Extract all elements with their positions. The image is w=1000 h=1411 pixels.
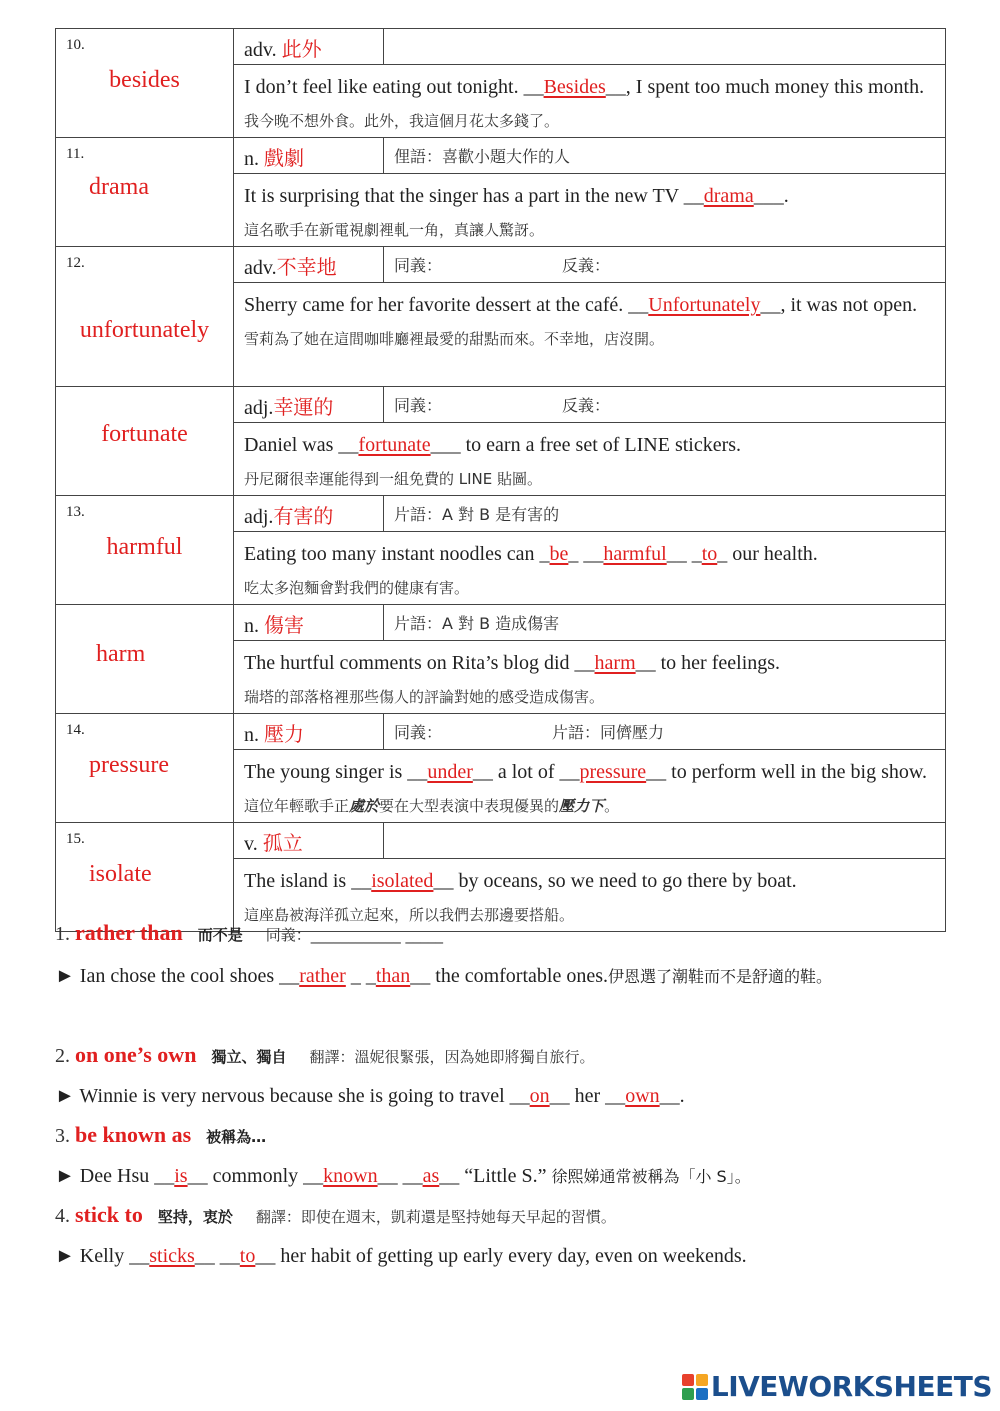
part-of-speech	[234, 823, 384, 859]
vocabulary-table	[55, 28, 946, 932]
logo-text: LIVEWORKSHEETS	[710, 1370, 992, 1403]
sentence-text: __ her __	[549, 1085, 626, 1107]
sentence-text: __.	[659, 1085, 685, 1107]
sentence-text: Winnie is very nervous because she is going to travel __	[74, 1085, 530, 1107]
sentence-text: The hurtful comments on Rita’s blog did __	[244, 652, 595, 674]
phrase-meaning: 堅持，衷於	[157, 1208, 233, 1226]
sentence-text: ___ to earn a free set of LINE stickers.	[430, 434, 742, 456]
sentence-text: Kelly __	[74, 1245, 150, 1267]
word-cell	[56, 29, 234, 138]
pos-label: n.	[244, 148, 259, 170]
phrase-example	[55, 1156, 935, 1197]
sentence-text: __, it was not open.	[760, 294, 918, 316]
entry-number: 12.	[66, 255, 85, 271]
chinese-meaning: 有害的	[273, 504, 334, 528]
sentence-text: ___.	[753, 185, 789, 207]
logo-square	[696, 1374, 708, 1386]
liveworksheets-logo[interactable]	[682, 1370, 992, 1403]
answer-blank[interactable]: as	[422, 1165, 440, 1187]
part-of-speech	[234, 247, 384, 283]
sentence-text: The young singer is __	[244, 761, 428, 783]
phrase-meaning: 獨立、獨自	[211, 1048, 287, 1066]
phrase-meaning: 被稱為…	[206, 1128, 267, 1146]
sentence-text: __ the comfortable ones.	[410, 965, 608, 987]
sentence-text: Ian chose the cool shoes __	[74, 965, 300, 987]
translation-emphasis: 壓力下	[559, 797, 605, 815]
chinese-meaning: 幸運的	[273, 395, 334, 419]
example-cell	[234, 283, 946, 387]
sentence-text: Daniel was __	[244, 434, 359, 456]
answer-blank[interactable]: fortunate	[358, 434, 431, 456]
example-cell	[234, 174, 946, 247]
synonym-label: 同義：	[394, 256, 443, 275]
answer-blank[interactable]: harmful	[603, 543, 667, 565]
sentence-text: __ _	[666, 543, 702, 565]
vocab-word: harm	[96, 641, 146, 667]
pos-label: adv.	[244, 39, 277, 61]
vocab-word: besides	[109, 67, 180, 93]
answer-blank[interactable]: Besides	[543, 76, 606, 98]
arrow-icon: ►	[55, 965, 75, 987]
sentence-text: _ _	[345, 965, 376, 987]
arrow-icon: ►	[55, 1245, 75, 1267]
phrase-example	[55, 1076, 935, 1116]
phrase-heading	[55, 1122, 266, 1148]
part-of-speech	[234, 138, 384, 174]
note-cell	[384, 714, 946, 750]
phrase-number: 3.	[55, 1125, 70, 1147]
logo-square	[696, 1388, 708, 1400]
phrase-heading	[55, 1202, 616, 1228]
arrow-icon: ►	[55, 1165, 75, 1187]
translation: 我今晚不想外食。此外，我這個月花太多錢了。	[244, 112, 560, 130]
chinese-meaning: 壓力	[264, 722, 304, 746]
sentence-text: __ a lot of __	[472, 761, 580, 783]
answer-blank[interactable]: own	[625, 1085, 660, 1107]
synonym-label: 同義：	[394, 723, 443, 742]
note-cell	[384, 29, 946, 65]
answer-blank[interactable]: pressure	[579, 761, 647, 783]
phrase-label: 片語：同儕壓力	[552, 723, 665, 742]
translation: 瑞塔的部落格裡那些傷人的評論對她的感受造成傷害。	[244, 688, 605, 706]
entry-number: 10.	[66, 37, 85, 53]
translation	[244, 797, 619, 815]
entry-number: 11.	[66, 146, 85, 162]
vocab-word: drama	[89, 174, 149, 200]
sentence-text: __ __	[377, 1165, 423, 1187]
answer-blank[interactable]: to	[239, 1245, 256, 1267]
note-cell: 片語：A 對 B 是有害的	[384, 496, 946, 532]
phrase-meaning: 而不是	[197, 926, 243, 944]
sentence-text: __ to perform well in the big show.	[646, 761, 928, 783]
entry-number: 15.	[66, 831, 85, 847]
sentence-text: __ commonly __	[187, 1165, 324, 1187]
logo-square	[682, 1374, 694, 1386]
antonym-label: 反義：	[562, 396, 611, 415]
phrase-heading	[55, 1042, 594, 1068]
phrase-extra: 翻譯：即使在週末，凱莉還是堅持她每天早起的習慣。	[255, 1208, 616, 1226]
logo-square	[682, 1388, 694, 1400]
phrase-title: on one’s own	[75, 1042, 197, 1067]
antonym-label: 反義：	[562, 256, 611, 275]
part-of-speech	[234, 387, 384, 423]
example-cell	[234, 532, 946, 605]
translation-part: 要在大型表演中表現優異的	[379, 797, 560, 815]
translation-part: 。	[604, 797, 620, 815]
word-cell	[56, 823, 234, 932]
word-cell	[56, 714, 234, 823]
answer-blank[interactable]: sticks	[149, 1245, 195, 1267]
phrase-example	[55, 956, 935, 997]
phrase-heading	[55, 920, 443, 946]
phrase-extra: 同義：____________ _____	[265, 926, 444, 944]
translation: 伊恩選了潮鞋而不是舒適的鞋。	[607, 967, 832, 986]
pos-label: n.	[244, 724, 259, 746]
answer-blank[interactable]: than	[375, 965, 411, 987]
sentence-text: It is surprising that the singer has a part in the new TV __	[244, 185, 704, 207]
sentence-text: _ our health.	[717, 543, 818, 565]
phrase-example	[55, 1236, 935, 1276]
answer-blank[interactable]: be	[549, 543, 569, 565]
translation-emphasis: 處於	[349, 797, 380, 815]
sentence-text: __ __	[194, 1245, 240, 1267]
phrase-number: 2.	[55, 1045, 70, 1067]
vocab-word: harmful	[106, 534, 183, 560]
note-cell	[384, 823, 946, 859]
part-of-speech	[234, 605, 384, 641]
part-of-speech	[234, 714, 384, 750]
sentence-text: Sherry came for her favorite dessert at the café. __	[244, 294, 649, 316]
example-cell	[234, 65, 946, 138]
answer-blank[interactable]: to	[701, 543, 718, 565]
entry-number: 13.	[66, 504, 85, 520]
translation: 雪莉為了她在這間咖啡廳裡最愛的甜點而來。不幸地，店沒開。	[244, 330, 665, 348]
chinese-meaning: 傷害	[264, 613, 304, 637]
phrase-number: 1.	[55, 923, 70, 945]
answer-blank[interactable]: isolated	[371, 870, 434, 892]
translation: 吃太多泡麵會對我們的健康有害。	[244, 579, 470, 597]
answer-blank[interactable]: harm	[594, 652, 636, 674]
answer-blank[interactable]: is	[174, 1165, 188, 1187]
part-of-speech	[234, 496, 384, 532]
sentence-text: Eating too many instant noodles can _	[244, 543, 550, 565]
chinese-meaning: 孤立	[262, 831, 303, 855]
answer-blank[interactable]: drama	[703, 185, 754, 207]
translation: 丹尼爾很幸運能得到一組免費的 LINE 貼圖。	[244, 470, 543, 488]
logo-mark-icon	[682, 1374, 708, 1400]
word-cell	[56, 247, 234, 387]
phrase-extra: 翻譯：溫妮很緊張，因為她即將獨自旅行。	[309, 1048, 595, 1066]
translation: 徐熙娣通常被稱為「小 S」。	[551, 1167, 751, 1186]
note-cell: 片語：A 對 B 造成傷害	[384, 605, 946, 641]
entry-number: 14.	[66, 722, 85, 738]
sentence-text: __ her habit of getting up early every day, even on weekends.	[255, 1245, 747, 1267]
phrase-title: be known as	[75, 1122, 192, 1147]
part-of-speech	[234, 29, 384, 65]
pos-label: adj.	[244, 506, 274, 528]
pos-label: adj.	[244, 397, 274, 419]
sentence-text: _ __	[568, 543, 604, 565]
answer-blank[interactable]: known	[323, 1165, 378, 1187]
translation: 這名歌手在新電視劇裡軋一角，真讓人驚訝。	[244, 221, 545, 239]
sentence-text: I don’t feel like eating out tonight. __	[244, 76, 544, 98]
word-cell	[56, 138, 234, 247]
vocab-word: pressure	[89, 752, 169, 778]
chinese-meaning: 此外	[281, 37, 322, 61]
note-cell: 俚語：喜歡小題大作的人	[384, 138, 946, 174]
translation: 這座島被海洋孤立起來，所以我們去那邊要搭船。	[244, 906, 575, 924]
phrase-title: stick to	[75, 1202, 143, 1227]
example-cell	[234, 641, 946, 714]
phrase-number: 4.	[55, 1205, 70, 1227]
sentence-text: Dee Hsu __	[74, 1165, 175, 1187]
answer-blank[interactable]: Unfortunately	[648, 294, 761, 316]
chinese-meaning: 不幸地	[276, 255, 337, 279]
sentence-text: __ to her feelings.	[635, 652, 781, 674]
sentence-text: The island is __	[244, 870, 372, 892]
arrow-icon: ►	[55, 1085, 75, 1107]
vocab-word: unfortunately	[79, 317, 210, 343]
pos-label: adv.	[244, 257, 277, 279]
answer-blank[interactable]: under	[427, 761, 473, 783]
note-cell	[384, 387, 946, 423]
word-cell	[56, 496, 234, 605]
word-cell	[56, 605, 234, 714]
example-cell	[234, 423, 946, 496]
vocab-word: fortunate	[101, 421, 188, 447]
word-cell	[56, 387, 234, 496]
sentence-text: __, I spent too much money this month.	[605, 76, 925, 98]
note-cell	[384, 247, 946, 283]
translation-part: 這位年輕歌手正	[244, 797, 350, 815]
synonym-label: 同義：	[394, 396, 443, 415]
pos-label: v.	[244, 833, 258, 855]
answer-blank[interactable]: rather	[299, 965, 346, 987]
sentence-text: __ “Little S.”	[439, 1165, 547, 1187]
answer-blank[interactable]: on	[529, 1085, 550, 1107]
vocab-word: isolate	[89, 861, 152, 887]
phrase-title: rather than	[75, 920, 183, 945]
chinese-meaning: 戲劇	[264, 146, 304, 170]
sentence-text: __ by oceans, so we need to go there by boat.	[433, 870, 797, 892]
pos-label: n.	[244, 615, 259, 637]
example-cell	[234, 750, 946, 823]
